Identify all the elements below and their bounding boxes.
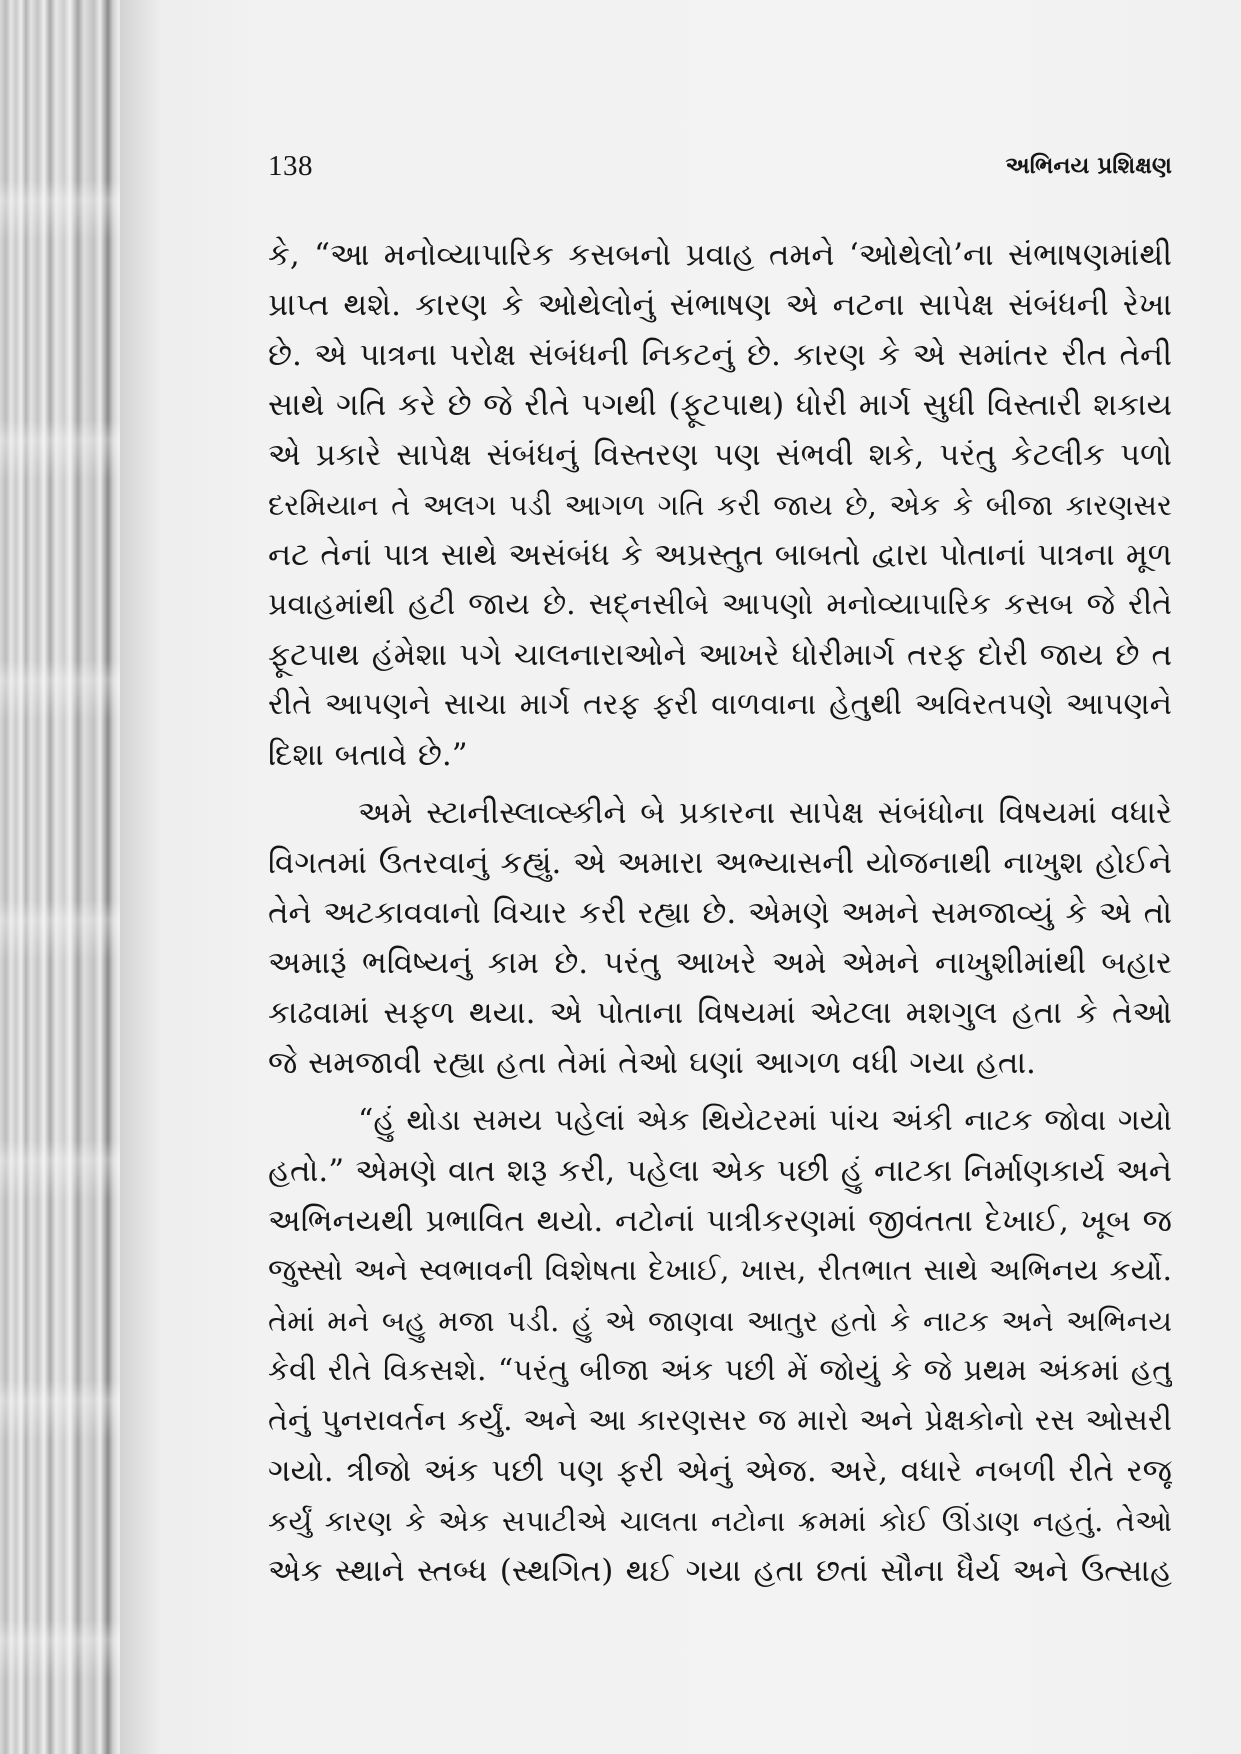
text-line: કે, “આ મનોવ્યાપારિક કસબનો પ્રવાહ તમને ‘ઓથેલો’ના સંભાષણમાંથી — [268, 237, 1172, 273]
gutter-shadow — [120, 0, 160, 1754]
text-line: ગયો. ત્રીજો અંક પછી પણ ફરી એનું એજ. અરે, વધારે નબળી રીતે રજૂ — [268, 1453, 1172, 1489]
paragraph-2 — [268, 788, 1172, 1088]
text-line: તેને અટકાવવાનો વિચાર કરી રહ્યા છે. એમણે અમને સમજાવ્યું કે એ તો — [268, 895, 1172, 931]
text-line: “હું થોડા સમય પહેલાં એક થિયેટરમાં પાંચ અંકી નાટક જોવા ગયો — [358, 1103, 1172, 1138]
text-line: અમારૂં ભવિષ્યનું કામ છે. પરંતુ આખરે અમે એમને નાખુશીમાંથી બહાર — [268, 945, 1172, 981]
text-line: કર્યું કારણ કે એક સપાટીએ ચાલતા નટોના ક્રમમાં કોઈ ઊંડાણ નહતું. તેઓ — [268, 1504, 1172, 1538]
running-title: અભિનય પ્રશિક્ષણ — [1005, 153, 1172, 179]
text-line: એક સ્થાને સ્તબ્ધ (સ્થગિત) થઈ ગયા હતા છતાં સૌના ધૈર્ય અને ઉત્સાહ — [268, 1553, 1172, 1589]
page-number: 138 — [268, 149, 313, 182]
text-line: જે સમજાવી રહ્યા હતા તેમાં તેઓ ઘણાં આગળ વધી ગયા હતા. — [268, 1045, 1036, 1081]
body-text — [268, 230, 1172, 1596]
text-line: વિગતમાં ઉતરવાનું કહ્યું. એ અમારા અભ્યાસની યોજનાથી નાખુશ હોઈને — [268, 845, 1172, 881]
text-line: કેવી રીતે વિકસશે. “પરંતુ બીજા અંક પછી મેં જોયું કે જે પ્રથમ અંકમાં હતુ — [268, 1353, 1172, 1388]
text-line: નટ તેનાં પાત્ર સાથે અસંબંધ કે અપ્રસ્તુત બાબતો દ્વારા પોતાનાં પાત્રના મૂળ — [268, 537, 1172, 573]
text-line: દિશા બતાવે છે.” — [268, 737, 468, 773]
text-line: સાથે ગતિ કરે છે જે રીતે પગથી (ફૂટપાથ) ધોરી માર્ગ સુધી વિસ્તારી શકાય — [268, 387, 1172, 423]
text-line: પ્રાપ્ત થશે. કારણ કે ઓથેલોનું સંભાષણ એ નટના સાપેક્ષ સંબંધની રેખા — [268, 287, 1172, 323]
text-line: રીતે આપણને સાચા માર્ગ તરફ ફરી વાળવાના હેતુથી અવિરતપણે આપણને — [268, 687, 1172, 722]
text-line: એ પ્રકારે સાપેક્ષ સંબંધનું વિસ્તરણ પણ સંભવી શકે, પરંતુ કેટલીક પળો — [268, 437, 1172, 473]
page-header — [268, 146, 1172, 186]
text-line: છે. એ પાત્રના પરોક્ષ સંબંધની નિકટનું છે. કારણ કે એ સમાંતર રીત તેની — [268, 337, 1172, 373]
text-line: અભિનયથી પ્રભાવિત થયો. નટોનાં પાત્રીકરણમાં જીવંતતા દેખાઈ, ખૂબ જ — [268, 1203, 1172, 1239]
text-line: કાઢવામાં સફળ થયા. એ પોતાના વિષયમાં એટલા મશગુલ હતા કે તેઓ — [268, 995, 1172, 1031]
text-line: જુસ્સો અને સ્વભાવની વિશેષતા દેખાઈ, ખાસ, રીતભાત સાથે અભિનય કર્યો. — [268, 1253, 1172, 1288]
text-line: હતો.” એમણે વાત શરૂ કરી, પહેલા એક પછી હું નાટકા નિર્માણકાર્ય અને — [268, 1153, 1172, 1189]
text-line: અમે સ્ટાનીસ્લાવ્સ્કીને બે પ્રકારના સાપેક્ષ સંબંધોના વિષયમાં વધારે — [358, 795, 1172, 831]
text-line: તેનું પુનરાવર્તન કર્યું. અને આ કારણસર જ મારો અને પ્રેક્ષકોનો રસ ઓસરી — [268, 1403, 1172, 1438]
paragraph-3 — [268, 1096, 1172, 1596]
paragraph-1 — [268, 230, 1172, 780]
text-line: દરમિયાન તે અલગ પડી આગળ ગતિ કરી જાય છે, એક કે બીજા કારણસર — [268, 488, 1172, 522]
text-line: તેમાં મને બહુ મજા પડી. હું એ જાણવા આતુર હતો કે નાટક અને અભિનય — [268, 1304, 1172, 1338]
text-line: પ્રવાહમાંથી હટી જાય છે. સદ્નસીબે આપણો મનોવ્યાપારિક કસબ જે રીતે — [268, 587, 1172, 622]
text-line: ફૂટપાથ હંમેશા પગે ચાલનારાઓને આખરે ધોરીમાર્ગ તરફ દોરી જાય છે ત — [268, 637, 1172, 673]
book-page-edges — [0, 0, 120, 1754]
